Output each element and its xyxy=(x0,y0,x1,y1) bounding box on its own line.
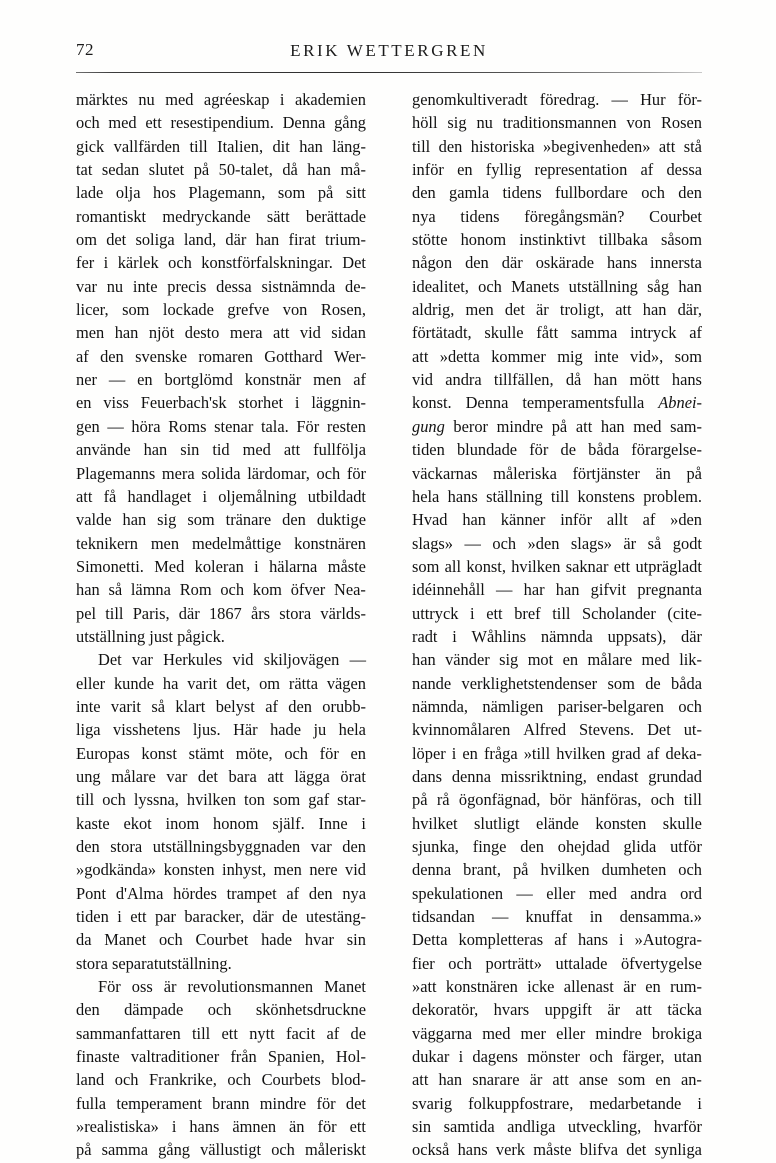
text-line: dans denna missriktning, endast grundad xyxy=(412,766,702,786)
text-line: tidsandan — knuffat in densamma.» xyxy=(412,907,702,927)
text-line: teknikern men medelmåttige konstnären xyxy=(76,533,366,553)
text-line: Europas konst stämt möte, och för en xyxy=(76,743,366,763)
text-line: sin samtida andliga utveckling, hvarför xyxy=(412,1117,702,1137)
running-header xyxy=(76,40,702,66)
header-rule xyxy=(76,72,702,73)
text-line: om det soliga land, där han firat trium- xyxy=(76,230,366,250)
text-line: gen — höra Roms stenar tala. För resten xyxy=(76,416,366,436)
text-line: gick vallfärden till Italien, dit han läng- xyxy=(76,136,366,156)
text-line: romantiskt medryckande sätt berättade xyxy=(76,206,366,226)
text-line: men han njöt desto mera att vid sidan xyxy=(76,323,366,343)
text-line: nya tidens föregångsmän? Courbet xyxy=(412,206,702,226)
text-line: inför en fyllig representation af dessa xyxy=(412,160,702,180)
text-line: kaste ekot inom honom själf. Inne i xyxy=(76,813,366,833)
running-title: ERIK WETTERGREN xyxy=(290,41,488,60)
text-line: dekoratör, hvars uppgift är att täcka xyxy=(412,1000,702,1020)
text-line: en viss Feuerbach'sk storhet i läggnin- xyxy=(76,393,366,413)
text-line: Simonetti. Med koleran i hälarna måste xyxy=(76,556,366,576)
text-line: slags» — och »den slags» är så godt xyxy=(412,533,702,553)
text-line: på samma gång vällustigt och måleriskt xyxy=(76,1140,366,1160)
text-line: någon den där oskärade hans innersta xyxy=(412,253,702,273)
text-line: den gamla tidens fullbordare och den xyxy=(412,183,702,203)
text-line: löper i en fråga »till hvilken grad af deka- xyxy=(412,743,702,763)
text-line: licer, som lockade grefve von Rosen, xyxy=(76,300,366,320)
text-line: utställning just pågick. xyxy=(76,626,225,646)
text-line: som all konst, hvilken saknar ett utprägladt xyxy=(412,556,702,576)
text-line: idéinnehåll — har han gifvit pregnanta xyxy=(412,580,702,600)
text-line: på rå ögonfägnad, bör hänföras, och till xyxy=(412,790,702,810)
text-line: uttryck i ett bref till Scholander (cite- xyxy=(412,603,702,623)
text-line: sjunka, finge den ohejdad glida utför xyxy=(412,837,702,856)
text-line: denna brant, på hvilken dumheten och xyxy=(412,860,702,880)
text-line: och med ett resestipendium. Denna gång xyxy=(76,113,366,133)
text-line: höll sig nu traditionsmannen von Rosen xyxy=(412,113,702,133)
text-line: nämnda, nämligen pariser-belgaren och xyxy=(412,696,702,716)
text-line: radt i Wåhlins nämnda uppsats), där xyxy=(412,626,702,646)
text-line: konst. Denna temperamentsfulla Abnei- xyxy=(412,393,702,413)
text-line: genomkultiveradt föredrag. — Hur för- xyxy=(412,90,702,109)
text-line: dukar i dagens mönster och färger, utan xyxy=(412,1047,702,1067)
text-line: Det var Herkules vid skiljovägen — xyxy=(98,650,366,670)
text-line: den stora utställningsbyggnaden var den xyxy=(76,837,366,856)
text-line: var nu inte precis dessa sistnämnda de- xyxy=(76,276,366,296)
text-line: väggarna med mer eller mindre brokiga xyxy=(412,1023,702,1043)
text-line: finaste valtraditioner från Spanien, Hol- xyxy=(76,1047,366,1067)
text-line: hela hans ställning till konstens problem. xyxy=(412,486,702,506)
text-line: inte varit så klart belyst af den orubb- xyxy=(76,696,366,716)
text-line: ung målare var det bara att lägga örat xyxy=(76,766,366,786)
text-line: ner — en bortglömd konstnär men af xyxy=(76,370,366,390)
text-line: märktes nu med agréeskap i akademien xyxy=(76,90,366,109)
text-line: Detta kompletteras af hans i »Autogra- xyxy=(412,930,702,950)
text-line: att han snarare är att anse som en an- xyxy=(412,1070,702,1090)
text-line: också hans verk måste blifva det synliga xyxy=(412,1140,702,1160)
text-line: fulla temperament brann mindre för det xyxy=(76,1093,366,1113)
text-line: nande verklighetstendenser som de båda xyxy=(412,673,702,693)
text-line: svarig folkuppfostrare, medarbetande i xyxy=(412,1093,702,1113)
text-line: Plagemanns mera solida lärdomar, och för xyxy=(76,463,366,483)
text-line: stora separatutställning. xyxy=(76,953,232,973)
text-line: den dämpade och skönhetsdruckne xyxy=(76,1000,366,1020)
text-column-left xyxy=(76,88,366,1162)
text-line: kvinnomålaren Alfred Stevens. Det ut- xyxy=(412,720,702,740)
text-line: eller kunde ha varit det, om rätta vägen xyxy=(76,673,366,693)
text-line: stötte honom instinktivt tillbaka såsom xyxy=(412,230,702,250)
text-line: Pont d'Alma hördes trampet af den nya xyxy=(76,883,366,903)
text-line: fer i kärlek och konstförfalskningar. Det xyxy=(76,253,366,273)
text-line: han så lämna Rom och kom öfver Nea- xyxy=(76,580,366,600)
text-line: att »detta kommer mig inte vid», som xyxy=(412,346,702,366)
text-line: af den svenske romaren Gotthard Wer- xyxy=(76,346,366,366)
text-line: För oss är revolutionsmannen Manet xyxy=(98,977,366,997)
text-line: hvilket slutligt elände konsten skulle xyxy=(412,813,702,833)
text-line: Hvad han känner inför allt af »den xyxy=(412,510,702,530)
text-line: att få handlaget i oljemålning utbildadt xyxy=(76,486,366,506)
text-line: da Manet och Courbet hade hvar sin xyxy=(76,930,366,950)
text-line: »att konstnären icke allenast är en rum- xyxy=(412,977,702,997)
text-line: fier och porträtt» uttalade öfvertygelse xyxy=(412,953,702,973)
text-line: sammanfattaren till ett nytt facit af de xyxy=(76,1023,366,1043)
text-line: till den historiska »begivenheden» att stå xyxy=(412,136,702,156)
text-column-right xyxy=(412,88,702,1162)
page-number: 72 xyxy=(76,40,94,59)
text-line: till och lyssna, hvilken ton som gaf star- xyxy=(76,790,366,810)
text-line: tiden i ett par baracker, där de utestäng- xyxy=(76,907,366,927)
text-line: vid andra tillfällen, då han mött hans xyxy=(412,370,702,390)
text-line: tat sedan slutet på 50-talet, då han må- xyxy=(76,160,366,180)
text-line: »godkända» konsten inhyst, men nere vid xyxy=(76,860,366,880)
text-line: »realistiska» i hans ämnen än för ett xyxy=(76,1117,366,1137)
text-line: valde han sig som tränare den duktige xyxy=(76,510,366,530)
text-line: gung beror mindre på att han med sam- xyxy=(412,416,702,436)
text-line: han vänder sig mot en målare med lik- xyxy=(412,650,702,670)
text-line: lade olja hos Plagemann, som på sitt xyxy=(76,183,366,203)
text-line: använde han sin tid med att fullfölja xyxy=(76,440,366,460)
text-line: väckarnas måleriska förtjänster än på xyxy=(412,463,702,483)
text-line: tiden blundade för de båda förargelse- xyxy=(412,440,702,460)
text-line: spekulationen — eller med andra ord xyxy=(412,883,702,903)
text-line: aldrig, men det är troligt, att han där, xyxy=(412,300,702,320)
text-line: liga visshetens ljus. Här hade ju hela xyxy=(76,720,366,740)
text-line: pel till Paris, där 1867 års stora världs- xyxy=(76,603,366,623)
text-line: land och Frankrike, och Courbets blod- xyxy=(76,1070,366,1090)
text-line: förtätadt, skulle fått samma intryck af xyxy=(412,323,702,343)
text-line: idealitet, och Manets utställning såg han xyxy=(412,276,702,296)
